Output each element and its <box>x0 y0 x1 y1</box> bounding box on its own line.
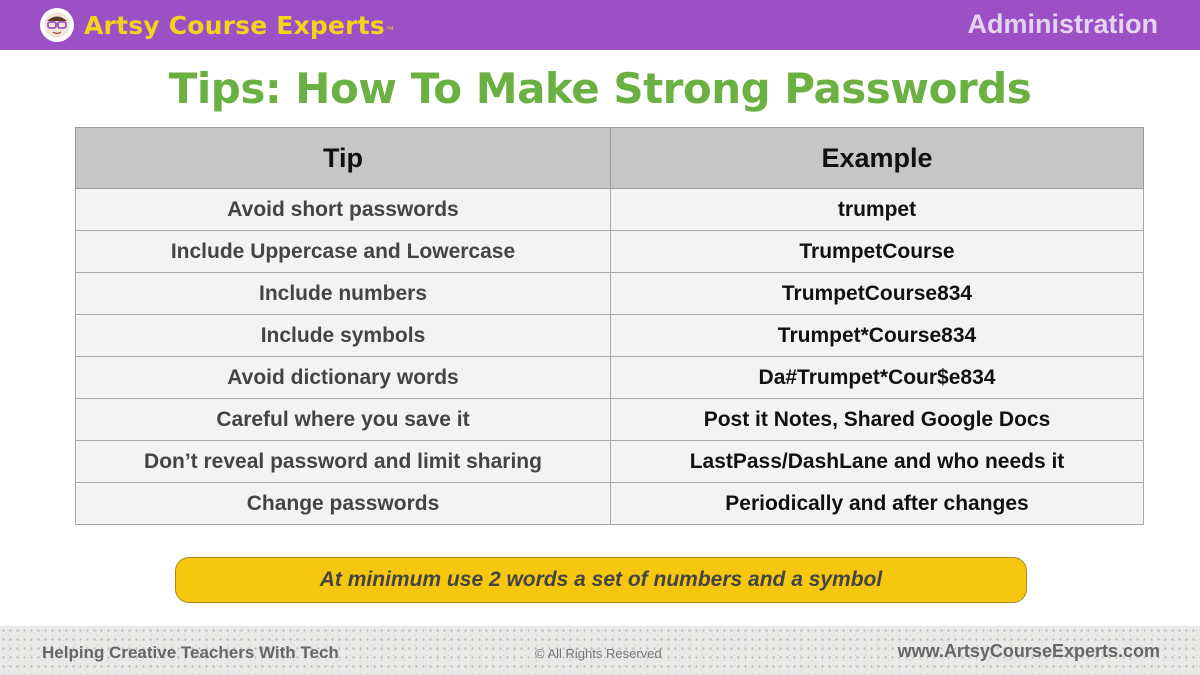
table-header-row <box>76 128 1144 189</box>
table-row <box>76 483 1144 525</box>
tip-cell: Avoid short passwords <box>76 189 611 231</box>
tip-cell: Include numbers <box>76 273 611 315</box>
example-cell: Trumpet*Course834 <box>611 315 1144 357</box>
table-row <box>76 441 1144 483</box>
section-title: Administration <box>967 9 1158 39</box>
minimum-requirement-callout <box>175 557 1027 603</box>
footer <box>0 626 1200 675</box>
footer-tagline: Helping Creative Teachers With Tech <box>42 643 339 662</box>
table-row <box>76 231 1144 273</box>
table-row <box>76 189 1144 231</box>
tip-cell: Include symbols <box>76 315 611 357</box>
example-cell: Da#Trumpet*Cour$e834 <box>611 357 1144 399</box>
password-tips-table <box>75 127 1144 525</box>
example-cell: Post it Notes, Shared Google Docs <box>611 399 1144 441</box>
page-title: Tips: How To Make Strong Passwords <box>168 64 1032 113</box>
column-header-tip: Tip <box>76 128 611 189</box>
table-row <box>76 273 1144 315</box>
column-header-example: Example <box>611 128 1144 189</box>
header-bar <box>0 0 1200 50</box>
tip-cell: Don’t reveal password and limit sharing <box>76 441 611 483</box>
brand-logo[interactable] <box>40 8 394 42</box>
tip-cell: Avoid dictionary words <box>76 357 611 399</box>
example-cell: trumpet <box>611 189 1144 231</box>
table-row <box>76 315 1144 357</box>
footer-website-link[interactable]: www.ArtsyCourseExperts.com <box>897 641 1160 661</box>
example-cell: Periodically and after changes <box>611 483 1144 525</box>
table-row <box>76 399 1144 441</box>
example-cell: LastPass/DashLane and who needs it <box>611 441 1144 483</box>
glasses-face-logo-icon <box>40 8 74 42</box>
example-cell: TrumpetCourse <box>611 231 1144 273</box>
table-row <box>76 357 1144 399</box>
tip-cell: Change passwords <box>76 483 611 525</box>
example-cell: TrumpetCourse834 <box>611 273 1144 315</box>
trademark-mark: ™ <box>385 25 394 34</box>
callout-text: At minimum use 2 words a set of numbers and a symbol <box>319 568 883 591</box>
tip-cell: Include Uppercase and Lowercase <box>76 231 611 273</box>
tip-cell: Careful where you save it <box>76 399 611 441</box>
brand-name: Artsy Course Experts <box>84 10 385 40</box>
footer-copyright: © All Rights Reserved <box>535 646 662 661</box>
